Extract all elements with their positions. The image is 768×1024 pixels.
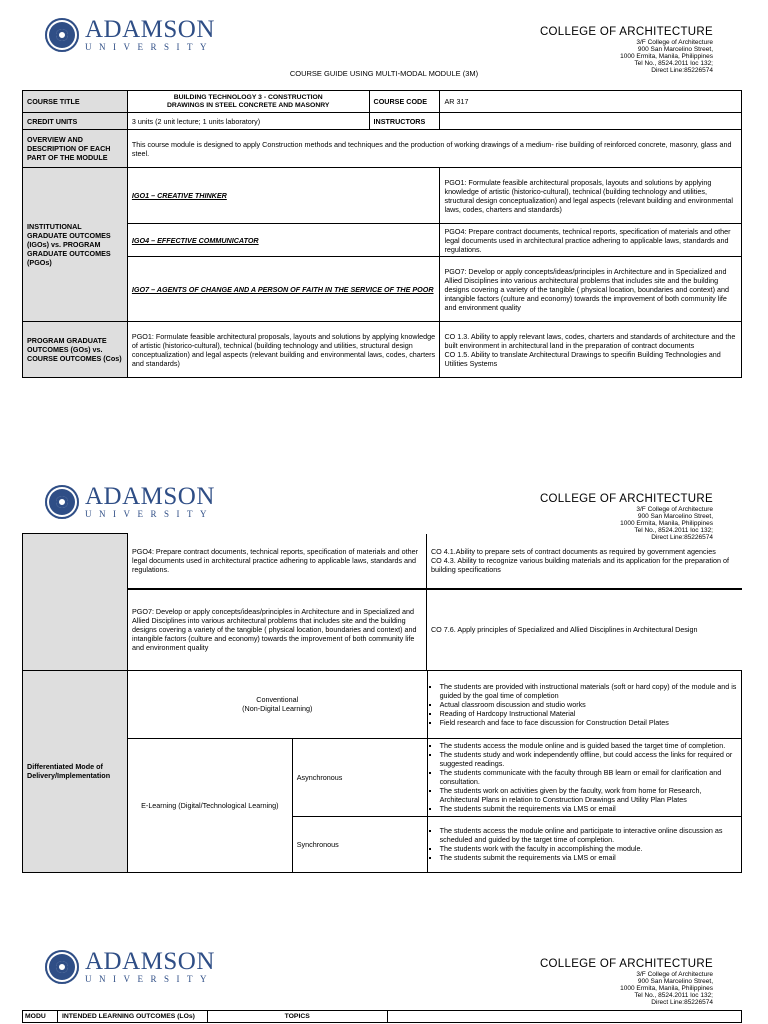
list-item: ▪ Field research and face to face discussion for Construction Detail Plates <box>440 718 737 727</box>
course-title-line: BUILDING TECHNOLOGY 3 - CONSTRUCTION <box>173 93 323 101</box>
pgo-label-continued <box>23 534 128 671</box>
pgo4: PGO4: Prepare contract documents, technical reports, specification of materials and other legal documents used in architectural practice adhering to applicable laws, standards and regulations. <box>440 224 742 257</box>
overview-label: OVERVIEW AND DESCRIPTION OF EACH PART OF THE MODULE <box>23 130 128 168</box>
pgo4-page2: PGO4: Prepare contract documents, technical reports, specification of materials and other legal documents used in architectural practice adhering to applicable laws, standards and regulations. <box>128 534 427 589</box>
course-title-label: COURSE TITLE <box>23 91 128 113</box>
address-line: Direct Line:85226574 <box>651 534 713 541</box>
course-code-label: COURSE CODE <box>369 91 440 113</box>
list-item: ▪ The students study and work independently offline, but could access the links for required or suggested readings. <box>440 750 737 768</box>
address-line: 3/F College of Architecture <box>636 506 713 513</box>
conventional-subtitle: (Non-Digital Learning) <box>242 704 313 713</box>
synchronous-label: Synchronous <box>292 816 427 872</box>
co-7-6: CO 7.6. Apply principles of Specialized and Allied Disciplines in Architectural Design <box>426 590 741 670</box>
list-item: ▪ Reading of Hardcopy Instructional Material <box>440 709 737 718</box>
address-line: Tel No., 8524.2011 loc 132; <box>634 527 713 534</box>
igo1: IGO1 – CREATIVE THINKER <box>127 168 440 224</box>
course-title-line: DRAWINGS IN STEEL CONCRETE AND MASONRY <box>166 101 330 109</box>
col-topics: TOPICS <box>207 1011 387 1023</box>
logo-name: ADAMSON <box>85 16 215 43</box>
delivery-table <box>22 533 742 873</box>
university-seal-icon <box>45 950 79 984</box>
logo-sub: UNIVERSITY <box>85 509 214 519</box>
address-line: Direct Line:85226574 <box>651 999 713 1006</box>
college-name: COLLEGE OF ARCHITECTURE <box>539 958 713 970</box>
topics-table <box>22 1010 742 1023</box>
list-item: ▪ The students submit the requirements via LMS or email <box>440 853 737 862</box>
pgo1: PGO1: Formulate feasible architectural proposals, layouts and solutions by applying knowledge of artistic (historico-cultural), technical (building technology and utilities, structural design conceptualization) and legal aspects (relevant building and environmental laws, codes, charters and standards) <box>440 168 742 224</box>
conventional-items <box>427 670 741 738</box>
pgo7-row <box>128 589 742 670</box>
list-item: ▪ The students communicate with the faculty through BB learn or email for clarification and consultation. <box>440 768 737 786</box>
logo-sub: UNIVERSITY <box>85 42 214 52</box>
list-item: ▪ The students submit the requirements via LMS or email <box>440 804 737 813</box>
address-line: 900 San Marcelino Street, <box>637 978 713 985</box>
mode-label: Differentiated Mode of Delivery/Implementation <box>23 670 128 872</box>
co-1-3: CO 1.3. Ability to apply relevant laws, codes, charters and standards of architecture and the built environment in architectural land in the preparation of contract documents <box>444 331 736 350</box>
async-items <box>427 738 741 816</box>
page-header-2 <box>0 483 768 541</box>
pgo7-page2: PGO7: Develop or apply concepts/ideas/principles in Architecture and in Specialized and Allied Disciplines into various architectural problems that includes site and the building designs covering a variety of the tangible ( physical location, boundaries and context) and intangible factors (culture and economy) towards the improvement of both community life and environment quality <box>128 590 427 670</box>
college-name: COLLEGE OF ARCHITECTURE <box>539 26 713 38</box>
co-4-1: CO 4.1.Ability to prepare sets of contract documents as required by government agencies <box>430 547 716 557</box>
pgo1-b: PGO1: Formulate feasible architectural proposals, layouts and solutions by applying knowledge of artistic (historico-cultural), technical (building technology and utilities, structural design conceptualization) and legal aspects (relevant building and environmental laws, codes, charters and standards) <box>127 322 440 378</box>
igo-label: INSTITUTIONAL GRADUATE OUTCOMES (IGOs) vs. PROGRAM GRADUATE OUTCOMES (PGOs) <box>23 168 128 322</box>
address-line: Tel No., 8524.2011 loc 132; <box>634 992 713 999</box>
conventional-title: Conventional <box>256 695 299 704</box>
address-line: Direct Line:85226574 <box>651 67 713 74</box>
list-item: ▪ The students access the module online and participate to interactive online discussion as scheduled and guided by the target time of completion. <box>440 826 737 844</box>
instructors-value <box>440 113 742 130</box>
pgo7: PGO7: Develop or apply concepts/ideas/principles in Architecture and in Specialized and Allied Disciplines into various architectural problems that includes site and the building designs covering a variety of the tangible ( physical location, boundaries and context) and intangible factors (culture and economy) towards the improvement of both community life and environment quality <box>440 257 742 322</box>
course-info-table <box>22 90 742 378</box>
course-code: AR 317 <box>440 91 742 113</box>
igo7: IGO7 – AGENTS OF CHANGE AND A PERSON OF FAITH IN THE SERVICE OF THE POOR <box>127 257 440 322</box>
elearning-label: E-Learning (Digital/Technological Learning) <box>127 738 292 872</box>
address-line: 3/F College of Architecture <box>636 39 713 46</box>
col-empty <box>387 1011 741 1023</box>
list-item: ▪ Actual classroom discussion and studio works <box>440 700 737 709</box>
university-seal-icon <box>45 18 79 52</box>
address-line: Tel No., 8524.2011 loc 132; <box>634 60 713 67</box>
address-line: 3/F College of Architecture <box>636 971 713 978</box>
pgo-co-label: PROGRAM GRADUATE OUTCOMES (GOs) vs. COURSE OUTCOMES (Cos) <box>23 322 128 378</box>
address-line: 1000 Ermita, Manila, Philippines <box>620 520 713 527</box>
list-item: ▪ The students access the module online and is guided based the target time of completion. <box>440 741 737 750</box>
university-logo <box>45 485 215 519</box>
list-item: ▪ The students work on activities given by the faculty, work from home for Research, Architectural Plans in relation to Construction Drawings and Utility Plan Plates <box>440 786 737 804</box>
logo-name: ADAMSON <box>85 483 215 510</box>
list-item: ▪ The students work with the faculty in accomplishing the module. <box>440 844 737 853</box>
course-title <box>127 91 369 113</box>
col-lo: INTENDED LEARNING OUTCOMES (LOs) <box>57 1011 207 1023</box>
address-line: 900 San Marcelino Street, <box>637 513 713 520</box>
course-outcomes-1 <box>440 322 742 378</box>
sync-items <box>427 816 741 872</box>
logo-name: ADAMSON <box>85 948 215 975</box>
credit-units-label: CREDIT UNITS <box>23 113 128 130</box>
address-line: 1000 Ermita, Manila, Philippines <box>620 53 713 60</box>
igo4: IGO4 – EFFECTIVE COMMUNICATOR <box>127 224 440 257</box>
course-outcomes-4 <box>426 534 741 589</box>
college-block <box>540 26 713 74</box>
address-line: 1000 Ermita, Manila, Philippines <box>620 985 713 992</box>
col-modu: MODU <box>23 1011 58 1023</box>
co-1-5: CO 1.5. Ability to translate Architectural Drawings to specifin Building Technologies and Utilities Systems <box>444 349 721 368</box>
address-line: 900 San Marcelino Street, <box>637 46 713 53</box>
university-logo <box>45 950 215 984</box>
page-header-3 <box>0 948 768 1006</box>
asynchronous-label: Asynchronous <box>292 738 427 816</box>
logo-sub: UNIVERSITY <box>85 974 214 984</box>
overview-text: This course module is designed to apply Construction methods and techniques and the production of working drawings of a medium- rise building of reinforced concrete, masonry, glass and steel. <box>127 130 741 168</box>
university-logo <box>45 18 215 52</box>
co-4-3: CO 4.3. Ability to recognize various building materials and its application for the preparation of building specifications <box>430 556 730 575</box>
pgo4-row <box>128 534 742 590</box>
list-item: ▪ The students are provided with instructional materials (soft or hard copy) of the module and is guided by the goal time of completion <box>440 682 737 700</box>
college-name: COLLEGE OF ARCHITECTURE <box>539 493 713 505</box>
conventional-label <box>127 670 427 738</box>
college-block <box>540 958 713 1006</box>
document-title: COURSE GUIDE USING MULTI-MODAL MODULE (3M) <box>289 69 479 78</box>
university-seal-icon <box>45 485 79 519</box>
credit-units: 3 units (2 unit lecture; 1 units laboratory) <box>127 113 369 130</box>
instructors-label: INSTRUCTORS <box>369 113 440 130</box>
